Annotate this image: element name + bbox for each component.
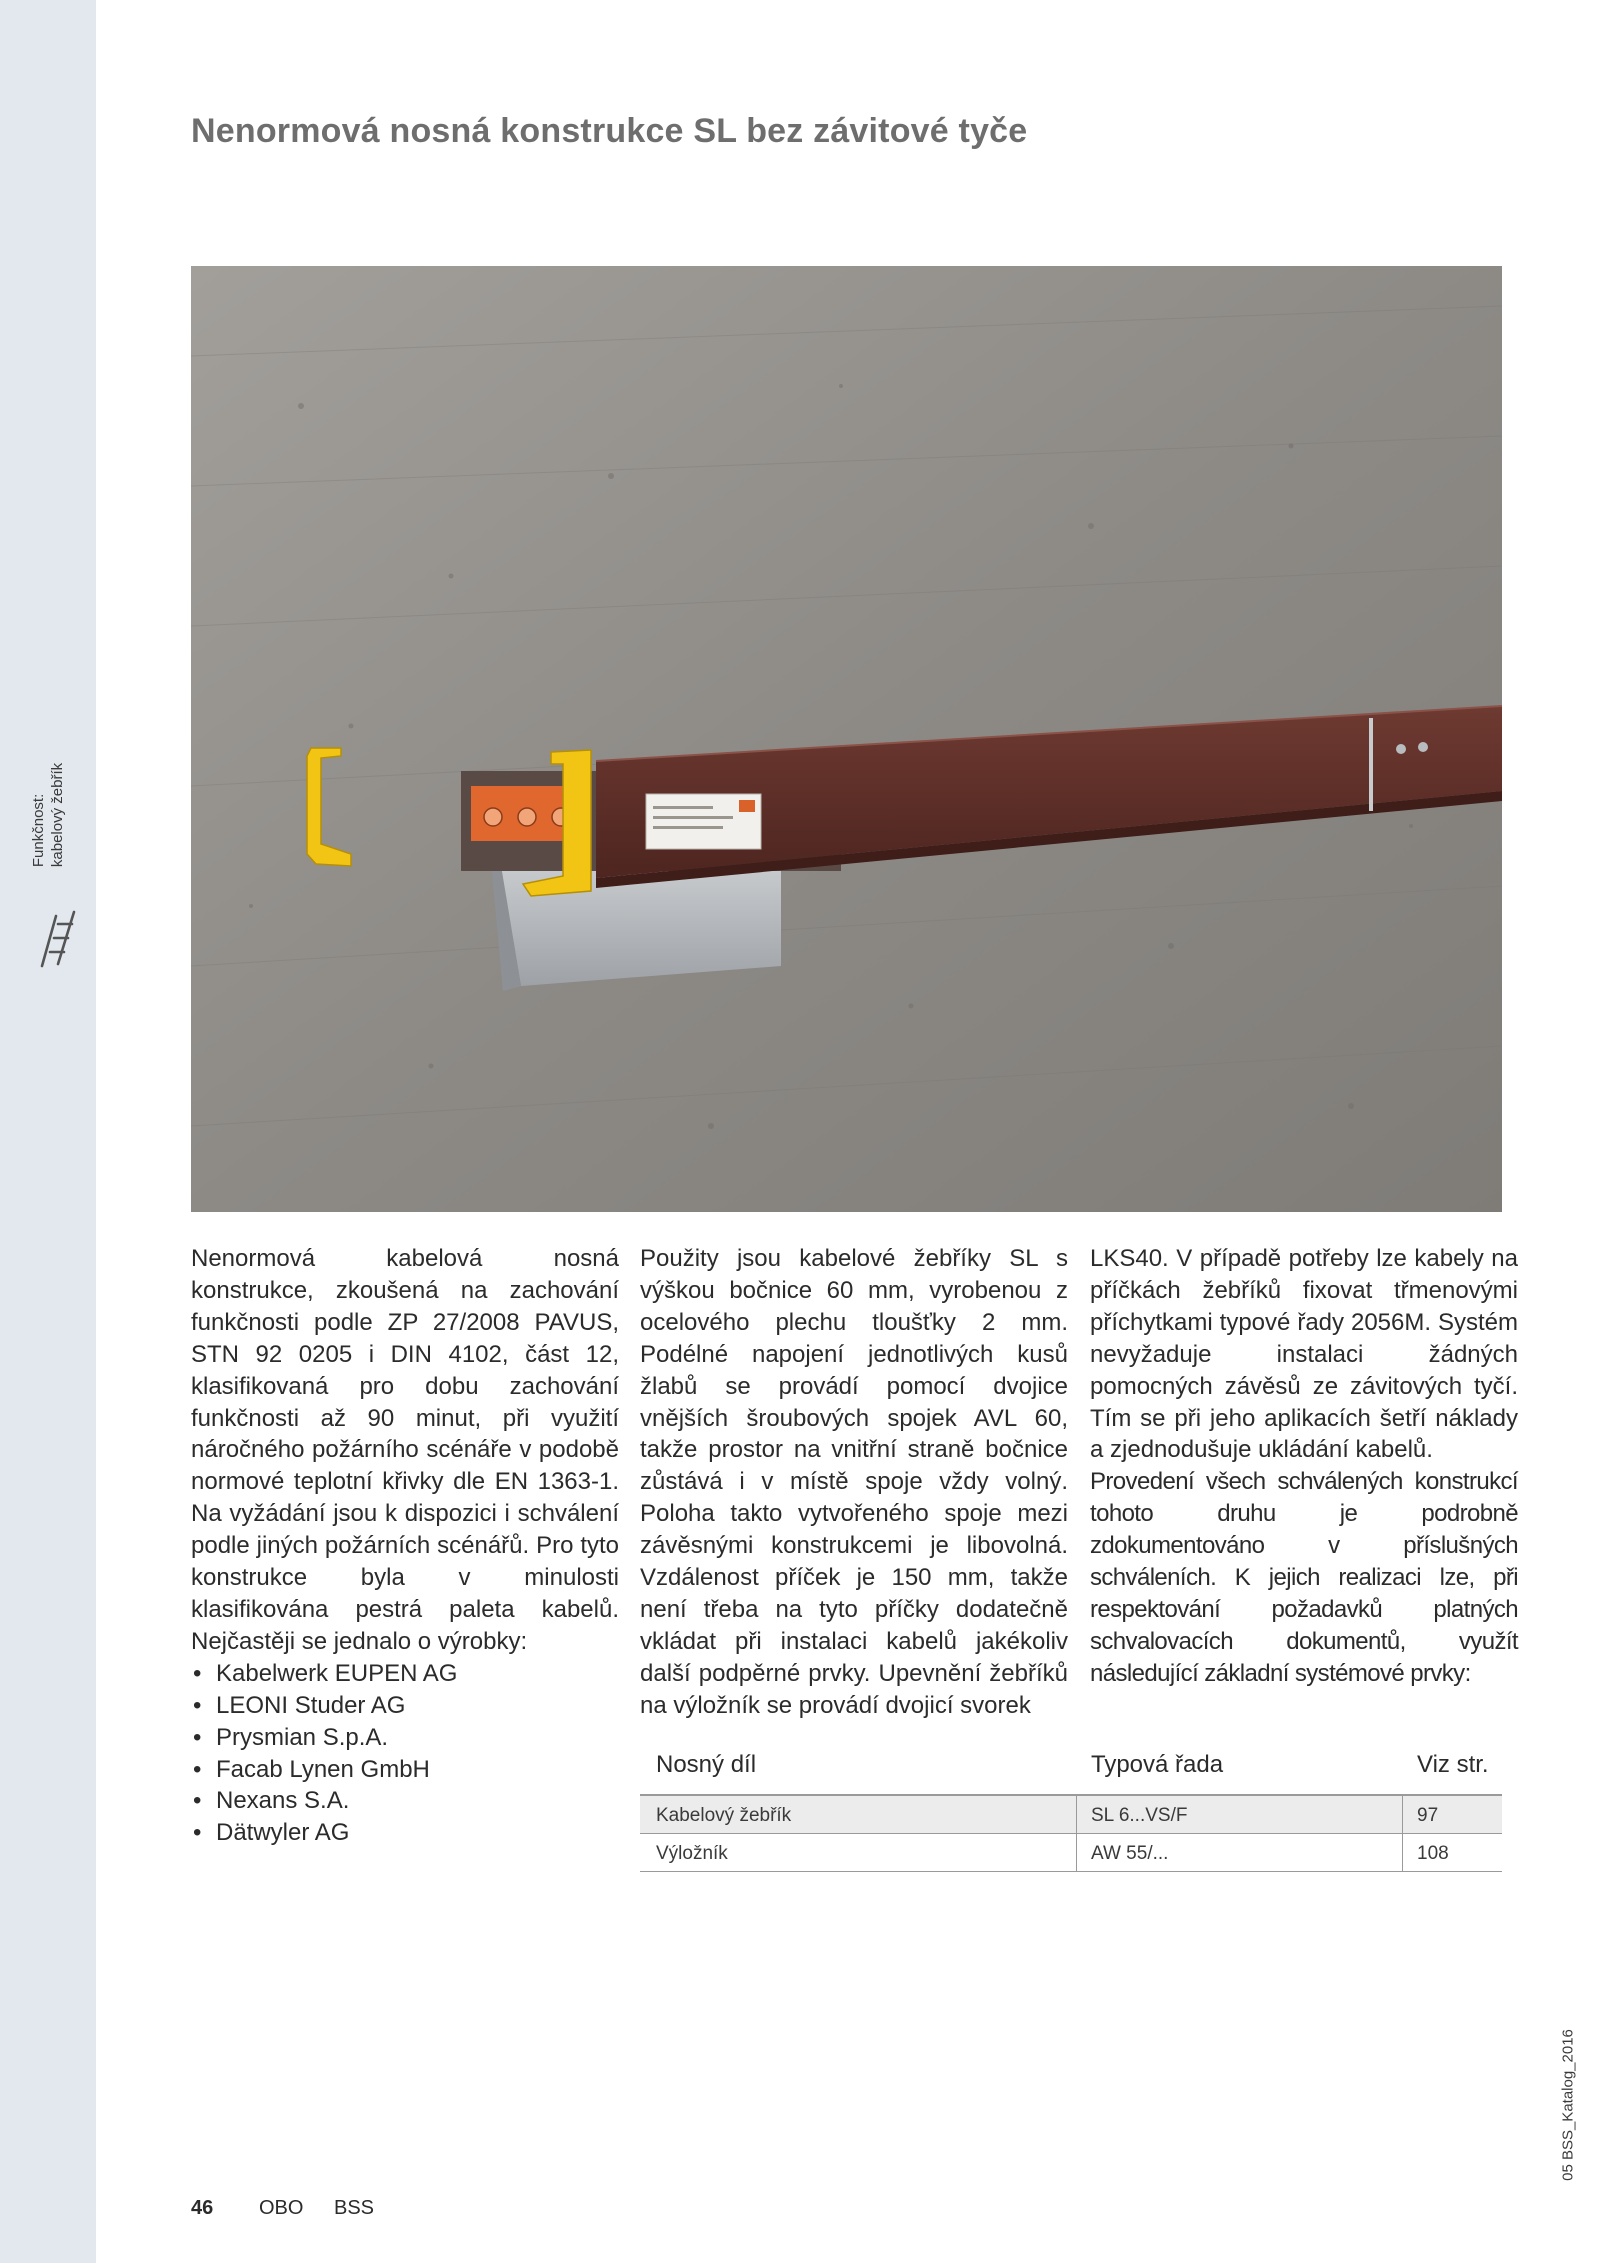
column-header: Typová řada — [1091, 1751, 1224, 1778]
text-column-3 — [1090, 1243, 1518, 1690]
system-components-table — [640, 1748, 1502, 1872]
table-row — [640, 1834, 1502, 1872]
list-item: • Dätwyler AG — [191, 1817, 619, 1849]
sidebar-category-label — [28, 745, 68, 885]
table-header — [640, 1748, 1502, 1796]
product-photo — [191, 266, 1502, 1212]
cable-ladder-icon — [36, 908, 82, 968]
fixation-paragraph: LKS40. V případě potřeby lze kabely na příčkách žebříků fixovat třmenovými příchytkami typové řady 2056M. Systém nevyžaduje instalaci žádných pomocných závěsů ze závitových tyčí. Tím se při jeho aplikacích šetří náklady a zjednodušuje ukládání kabelů. — [1090, 1245, 1518, 1464]
table-cell: 97 — [1417, 1805, 1439, 1826]
list-item: • Nexans S.A. — [191, 1785, 619, 1817]
list-item: • Kabelwerk EUPEN AG — [191, 1658, 619, 1690]
page-title: Nenormová nosná konstrukce SL bez závitové tyče — [191, 112, 1028, 150]
sidebar-label-line1: Funkčnost: — [30, 793, 47, 868]
table-cell: AW 55/... — [1091, 1843, 1169, 1864]
table-cell: SL 6...VS/F — [1091, 1805, 1188, 1826]
table-row — [640, 1796, 1502, 1834]
manufacturer-list — [191, 1658, 619, 1849]
list-item: • Facab Lynen GmbH — [191, 1754, 619, 1786]
table-cell: 108 — [1417, 1843, 1449, 1864]
sidebar-label-line2: kabelový žebřík — [49, 762, 66, 868]
page-number: 46 — [191, 2197, 214, 2219]
text-column-1 — [191, 1243, 619, 1849]
documentation-paragraph: Provedení všech schválených konstrukcí tohoto druhu je podrobně zdokumentováno v příslušných schváleních. K jejich realizaci lze, při respektování požadavků platných schvalovacích dokumentů, využít následující základní systémové prvky: — [1090, 1468, 1518, 1687]
description-paragraph: Použity jsou kabelové žebříky SL s výškou bočnice 60 mm, vyrobenou z ocelového plechu tloušťky 2 mm. Podélné napojení jednotlivých kusů žlabů se provádí pomocí dvojice vnějších šroubových spojek AVL 60, takže prostor na vnitřní straně bočnice zůstává i v místě spoje vždy volný. Poloha takto vytvořeného spoje mezi závěsnými konstrukcemi je libovolná. Vzdálenost příček je 150 mm, takže není třeba na tyto příčky dodatečně vkládat při instalaci kabelů jakékoliv další podpěrné prvky. Upevnění žebříků na výložník se provádí dvojicí svorek — [640, 1245, 1068, 1719]
column-header: Viz str. — [1417, 1751, 1489, 1778]
intro-paragraph: Nenormová kabelová nosná konstrukce, zkoušená na zachování funkčnosti podle ZP 27/2008 PAVUS, STN 92 0205 i DIN 4102, část 12, klasifikovaná pro dobu zachování funkčnosti až 90 minut, při využití náročného požárního scénáře v podobě normové teplotní křivky dle EN 1363-1. Na vyžádání jsou k dispozici i schválení podle jiných požárních scénářů. Pro tyto konstrukce byla v minulosti klasifikována pestrá paleta kabelů. Nejčastěji se jednalo o výrobky: — [191, 1245, 619, 1655]
text-column-2 — [640, 1243, 1068, 1722]
section-name: BSS — [334, 2197, 375, 2219]
column-header: Nosný díl — [656, 1751, 757, 1778]
list-item: • Prysmian S.p.A. — [191, 1722, 619, 1754]
table-cell: Výložník — [656, 1843, 728, 1864]
list-item: • LEONI Studer AG — [191, 1690, 619, 1722]
brand-name: OBO — [259, 2197, 304, 2219]
document-id — [1553, 1975, 1583, 2235]
table-cell: Kabelový žebřík — [656, 1805, 792, 1826]
sidebar-strip — [0, 0, 96, 2263]
document-id-text: 05 BSS_Katalog_2016 — [1559, 2029, 1577, 2181]
